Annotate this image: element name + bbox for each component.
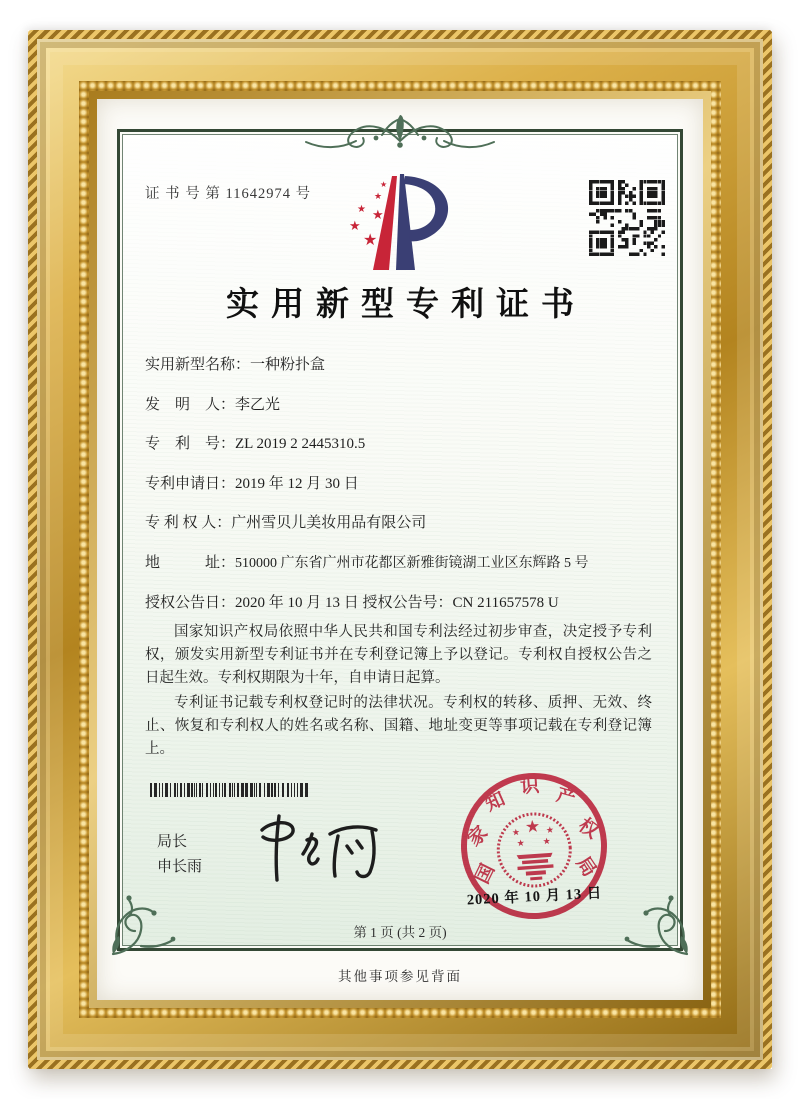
seal-date: 2020 年 10 月 13 日 bbox=[466, 885, 603, 909]
svg-text:权: 权 bbox=[574, 814, 603, 843]
svg-text:知: 知 bbox=[482, 788, 509, 816]
page-info: 第 1 页 (共 2 页) bbox=[353, 925, 447, 940]
svg-text:局: 局 bbox=[571, 853, 600, 881]
grant-date-label: 授权公告日： bbox=[145, 595, 236, 611]
field-value: ZL 2019 2 2445310.5 bbox=[235, 436, 366, 452]
bottom-left-flourish-ornament bbox=[107, 886, 181, 960]
svg-text:★: ★ bbox=[349, 219, 361, 234]
signer-title: 局长 bbox=[157, 834, 188, 850]
svg-text:★: ★ bbox=[372, 208, 384, 223]
grant-number-group bbox=[363, 595, 559, 611]
frame-bevel bbox=[37, 39, 763, 1060]
svg-text:国: 国 bbox=[471, 860, 500, 888]
national-emblem-icon bbox=[496, 812, 573, 889]
certificate-border-box bbox=[117, 129, 683, 951]
certificate-paper bbox=[97, 99, 703, 1000]
signer-name: 申长雨 bbox=[157, 859, 203, 875]
gold-picture-frame bbox=[28, 30, 772, 1069]
certificate-title: 实用新型专利证书 bbox=[226, 287, 586, 323]
frame-inner-lip bbox=[89, 91, 711, 1008]
field-value: 510000 广东省广州市花都区新雅街镜湖工业区东辉路 5 号 bbox=[235, 555, 589, 571]
field-label: 实用新型名称： bbox=[145, 357, 251, 373]
field-value: 2019 年 12 月 30 日 bbox=[235, 475, 359, 492]
field-label: 发 明 人： bbox=[145, 396, 236, 413]
top-flourish-ornament bbox=[298, 111, 502, 153]
svg-text:识: 识 bbox=[519, 775, 541, 798]
svg-text:★: ★ bbox=[516, 838, 526, 850]
svg-text:产: 产 bbox=[554, 784, 579, 810]
back-note: 其他事项参见背面 bbox=[338, 969, 462, 984]
field-list bbox=[145, 354, 655, 614]
field-name bbox=[145, 354, 655, 376]
field-address bbox=[145, 552, 655, 575]
grant-no-value: CN 211657578 U bbox=[452, 595, 559, 611]
barcode-icon bbox=[150, 783, 308, 797]
svg-text:★: ★ bbox=[511, 827, 521, 839]
frame-rope-edge bbox=[28, 30, 772, 1069]
field-value: 李乙光 bbox=[235, 396, 281, 413]
legal-paragraph-2: 专利证书记载专利权登记时的法律状况。专利权的转移、质押、无效、终止、恢复和专利权人的姓名或名称、国籍、地址变更等事项记载在专利登记簿上。 bbox=[145, 694, 652, 757]
field-label: 专利申请日： bbox=[145, 475, 236, 492]
field-patent-number bbox=[145, 433, 655, 455]
field-patentee bbox=[145, 512, 655, 534]
certificate-number: 证 书 号 第 11642974 号 bbox=[145, 186, 312, 202]
field-inventor bbox=[145, 394, 655, 416]
svg-text:★: ★ bbox=[363, 230, 378, 249]
svg-text:家: 家 bbox=[463, 822, 493, 851]
field-label: 地 址： bbox=[145, 554, 236, 571]
svg-text:★: ★ bbox=[374, 192, 383, 202]
qr-code-icon bbox=[589, 180, 665, 256]
grant-date-value: 2020 年 10 月 13 日 bbox=[235, 595, 359, 611]
cnipa-logo-icon bbox=[330, 170, 470, 282]
frame-bead-strip bbox=[79, 81, 721, 1018]
svg-text:★: ★ bbox=[542, 836, 552, 848]
svg-text:★: ★ bbox=[380, 180, 388, 189]
field-grant-row bbox=[145, 592, 655, 614]
legal-paragraphs bbox=[145, 621, 652, 762]
svg-text:★: ★ bbox=[357, 204, 366, 215]
field-value: 广州雪贝儿美妆用品有限公司 bbox=[231, 515, 427, 531]
field-filing-date bbox=[145, 473, 655, 495]
bottom-right-flourish-ornament bbox=[619, 886, 693, 960]
field-label: 专 利 权 人： bbox=[145, 515, 232, 531]
grant-no-label: 授权公告号： bbox=[362, 595, 453, 611]
svg-text:★: ★ bbox=[524, 816, 541, 838]
field-value: 一种粉扑盒 bbox=[250, 357, 326, 373]
handwritten-signature bbox=[246, 810, 396, 894]
legal-paragraph-1: 国家知识产权局依照中华人民共和国专利法经过初步审查，决定授予专利权，颁发实用新型专利证书并在专利登记簿上予以登记。专利权自授权公告之日起生效。专利权期限为十年，自申请日起算。 bbox=[145, 624, 652, 686]
svg-text:★: ★ bbox=[545, 825, 555, 837]
field-label: 专 利 号： bbox=[145, 436, 236, 452]
